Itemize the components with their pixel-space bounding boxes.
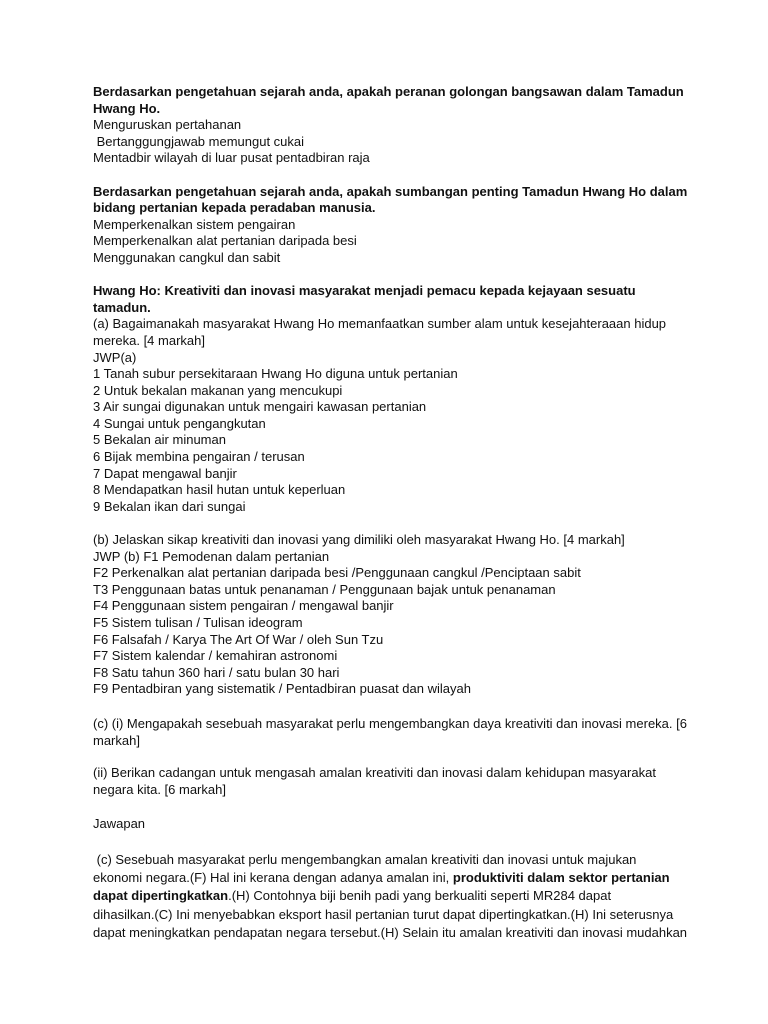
essay-line: [93, 869, 688, 887]
q3-point-b: JWP (b) F1 Pemodenan dalam pertanian: [93, 548, 330, 564]
q3-point-a: 8 Mendapatkan hasil hutan untuk keperluan: [93, 482, 346, 498]
q2-title-line-1: Berdasarkan pengetahuan sejarah anda, apakah sumbangan penting Tamadun Hwang Ho dalam: [93, 183, 688, 199]
essay-emphasis: produktiviti dalam sektor pertanian: [452, 870, 670, 886]
q1-answer: Menguruskan pertahanan: [93, 117, 242, 133]
q3-point-b: F7 Sistem kalendar / kemahiran astronomi: [93, 648, 338, 664]
q3-title-line-1: Hwang Ho: Kreativiti dan inovasi masyarakat menjadi pemacu kepada kejayaan sesuatu: [93, 283, 636, 299]
q2-answer: Memperkenalkan sistem pengairan: [93, 216, 296, 232]
spacer: [93, 749, 688, 765]
essay-text: .(H) Contohnya biji benih padi yang berkualiti seperti MR284 dapat: [228, 888, 612, 904]
q1-answer: Mentadbir wilayah di luar pusat pentadbiran raja: [93, 150, 370, 166]
q1-title-line-2: Hwang Ho.: [93, 100, 161, 116]
spacer: [93, 515, 688, 532]
q3-point-b: T3 Penggunaan batas untuk penanaman / Penggunaan bajak untuk penanaman: [93, 581, 556, 597]
q2-title-line-2: bidang pertanian kepada peradaban manusia.: [93, 200, 376, 216]
spacer: [93, 798, 688, 816]
q3-point-b: F5 Sistem tulisan / Tulisan ideogram: [93, 615, 303, 630]
q3-part-c2-line-2: negara kita. [6 markah]: [93, 781, 226, 797]
q3-point-a: 9 Bekalan ikan dari sungai: [93, 498, 246, 514]
q3-point-a: 5 Bekalan air minuman: [93, 432, 226, 448]
essay-line: dihasilkan.(C) Ini menyebabkan eksport hasil pertanian turut dapat dipertingkatkan.(H) Ini seterusnya: [93, 906, 674, 922]
spacer: [93, 833, 688, 851]
q3-point-b: F2 Perkenalkan alat pertanian daripada besi /Penggunaan cangkul /Penciptaan sabit: [93, 565, 581, 581]
essay-emphasis: dapat dipertingkatkan: [93, 888, 229, 904]
q3-point-b: F6 Falsafah / Karya The Art Of War / oleh Sun Tzu: [93, 631, 384, 647]
q3-part-c2-line-1: (ii) Berikan cadangan untuk mengasah amalan kreativiti dan inovasi dalam kehidupan masyarakat: [93, 765, 656, 781]
spacer: [93, 267, 688, 284]
q1-title-line-1: Berdasarkan pengetahuan sejarah anda, apakah peranan golongan bangsawan dalam Tamadun: [93, 84, 684, 99]
q3-part-a-line-1: (a) Bagaimanakah masyarakat Hwang Ho memanfaatkan sumber alam untuk kesejahteraaan hidup: [93, 316, 667, 332]
essay-text: ekonomi negara.(F) Hal ini kerana dengan adanya amalan ini,: [93, 870, 453, 886]
q3-point-b: F4 Penggunaan sistem pengairan / mengawal banjir: [93, 598, 394, 614]
q3-point-a: 1 Tanah subur persekitaraan Hwang Ho diguna untuk pertanian: [93, 366, 458, 382]
q1-answer: Bertanggungjawab memungut cukai: [93, 133, 305, 149]
spacer: [93, 167, 688, 184]
spacer: [93, 698, 688, 716]
essay-answer: [93, 851, 688, 942]
q2-answer: Memperkenalkan alat pertanian daripada besi: [93, 233, 357, 249]
q2-answer: Menggunakan cangkul dan sabit: [93, 249, 281, 265]
q3-point-b: F9 Pentadbiran yang sistematik / Pentadbiran puasat dan wilayah: [93, 681, 471, 697]
jawapan-heading: Jawapan: [93, 816, 146, 832]
essay-line: dapat meningkatkan pendapatan negara tersebut.(H) Selain itu amalan kreativiti dan inovasi mudahkan: [93, 924, 688, 940]
q3-point-a: 4 Sungai untuk pengangkutan: [93, 415, 266, 431]
essay-line: (c) Sesebuah masyarakat perlu mengembangkan amalan kreativiti dan inovasi untuk majukan: [93, 851, 637, 867]
q3-point-a: 2 Untuk bekalan makanan yang mencukupi: [93, 382, 343, 398]
q3-point-a: 3 Air sungai digunakan untuk mengairi kawasan pertanian: [93, 399, 427, 415]
q3-jwp-a: JWP(a): [93, 349, 137, 365]
essay-line: [93, 887, 688, 905]
q3-point-a: 7 Dapat mengawal banjir: [93, 465, 237, 481]
q3-part-b: (b) Jelaskan sikap kreativiti dan inovasi yang dimiliki oleh masyarakat Hwang Ho. [4 markah]: [93, 532, 625, 548]
q3-part-a-line-2: mereka. [4 markah]: [93, 332, 205, 348]
q3-part-c-line-1: (c) (i) Mengapakah sesebuah masyarakat perlu mengembangkan daya kreativiti dan inovasi mereka. [6: [93, 715, 687, 731]
q3-point-b: F8 Satu tahun 360 hari / satu bulan 30 hari: [93, 664, 340, 680]
q3-point-a: 6 Bijak membina pengairan / terusan: [93, 449, 305, 465]
q3-title-line-2: tamadun.: [93, 299, 151, 315]
q3-part-c-line-2: markah]: [93, 732, 140, 748]
